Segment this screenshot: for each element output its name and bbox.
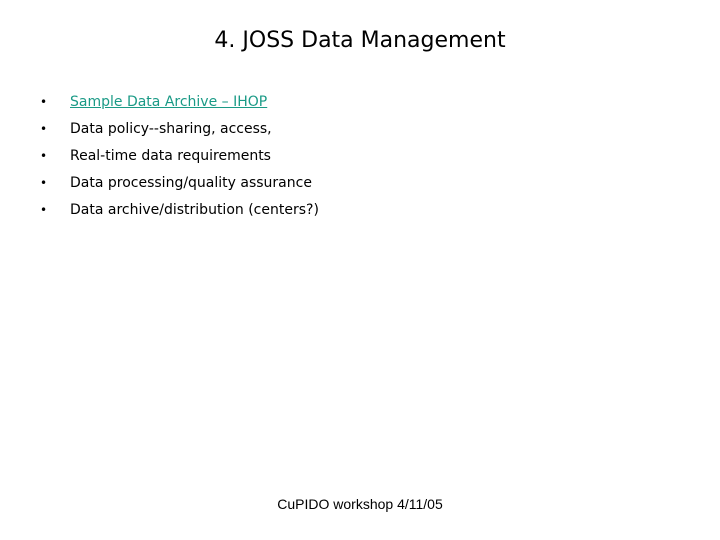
bullet-icon: • bbox=[40, 122, 48, 136]
bullet-text: Real-time data requirements bbox=[70, 148, 271, 164]
bullet-icon: • bbox=[40, 203, 48, 217]
bullet-text: Data archive/distribution (centers?) bbox=[70, 202, 319, 218]
bullet-icon: • bbox=[40, 176, 48, 190]
bullet-text: Data processing/quality assurance bbox=[70, 175, 312, 191]
bullet-text: Data policy--sharing, access, bbox=[70, 121, 272, 137]
bullet-icon: • bbox=[40, 149, 48, 163]
bullet-icon: • bbox=[40, 95, 48, 109]
slide-footer: CuPIDO workshop 4/11/05 bbox=[277, 496, 443, 512]
slide-title: 4. JOSS Data Management bbox=[214, 28, 506, 53]
sample-data-archive-link[interactable]: Sample Data Archive – IHOP bbox=[70, 94, 268, 110]
